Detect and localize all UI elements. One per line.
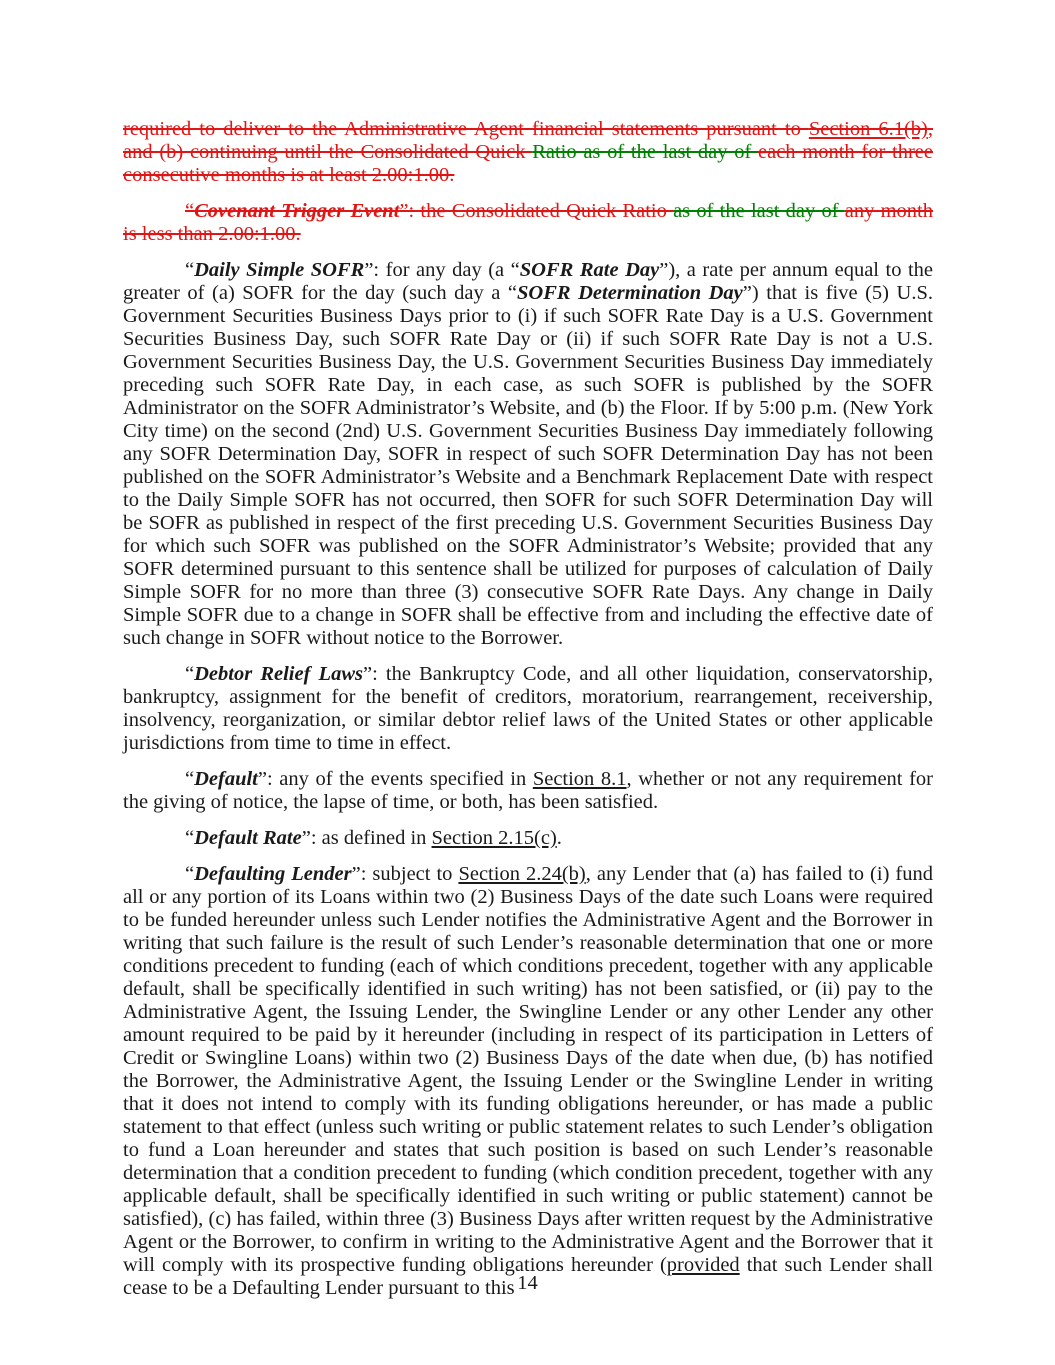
- document-body: [123, 118, 933, 1313]
- text-run: ”), a rate per annum equal to the greater of (a) SOFR for the day (such day a “: [123, 259, 933, 304]
- text-run: “: [185, 200, 195, 222]
- text-run: “: [185, 863, 195, 885]
- text-run: , whether or not any requirement for the giving of notice, the lapse of time, or both, has been satisfied.: [123, 768, 933, 813]
- text-run: provided: [666, 1254, 740, 1276]
- text-run: Covenant Trigger Event: [194, 200, 400, 222]
- debtor-relief-laws-definition: [123, 663, 933, 755]
- text-run: Default Rate: [194, 827, 302, 849]
- text-run: , any Lender that (a) has failed to (i) fund all or any portion of its Loans within two (2) Business Days of the date such Loans were required to be funded hereunder unless such Lender notifies the Administrative Agent and the Borrower in writing that such failure is the result of such Lender’s reasonable determination that one or more conditions precedent to funding (each of which conditions precedent, together with any applicable default, shall be specifically identified in such writing) has not been satisfied, or (ii) pay to the Administrative Agent, the Issuing Lender, the Swingline Lender or any other Lender any other amount required to be paid by it hereunder (including in respect of its participation in Letters of Credit or Swingline Loans) within two (2) Business Days of the date when due, (b) has notified the Borrower, the Administrative Agent, the Issuing Lender or the Swingline Lender in writing that it does not intend to comply with its funding obligations hereunder, or has made a public statement to that effect (unless such writing or public statement relates to such Lender’s obligation to fund a Loan hereunder and states that such position is based on such Lender’s reasonable determination that a condition precedent to funding (which condition precedent, together with any applicable default, shall be specifically identified in such writing or public statement) cannot be satisfied), (c) has failed, within three (3) Business Days after written request by the Administrative Agent or the Borrower, to confirm in writing to the Administrative Agent and the Borrower that it will comply with its prospective funding obligations hereunder (: [123, 863, 933, 1276]
- page-number: 14: [517, 1272, 538, 1294]
- deleted-clause-continuation: [123, 118, 933, 187]
- text-run: “: [185, 827, 195, 849]
- text-run: Defaulting Lender: [194, 863, 352, 885]
- text-run: Default: [194, 768, 258, 790]
- defaulting-lender-definition: [123, 863, 933, 1300]
- text-run: ”) that is five (5) U.S. Government Securities Business Days prior to (i) if such SOFR Rate Day is a U.S. Government Securities Business Day, such SOFR Rate Day or (ii) if such SOFR Rate Day is not a U.S. Government Securities Business Day, the U.S. Government Securities Business Day immediately preceding such SOFR Rate Day, in each case, as such SOFR is published by the SOFR Administrator on the SOFR Administrator’s Website, and (b) the Floor. If by 5:00 p.m. (New York City time) on the second (2nd) U.S. Government Securities Business Day immediately following any SOFR Determination Day, SOFR in respect of such SOFR Determination Day has not been published on the SOFR Administrator’s Website and a Benchmark Replacement Date with respect to the Daily Simple SOFR has not occurred, then SOFR for such SOFR Determination Day will be SOFR as published in respect of the first preceding U.S. Government Securities Business Day for which such SOFR was published on the SOFR Administrator’s Website; provided that any SOFR determined pursuant to this sentence shall be utilized for purposes of calculation of Daily Simple SOFR for no more than three (3) consecutive SOFR Rate Days. Any change in Daily Simple SOFR due to a change in SOFR shall be effective from and including the effective date of such change in SOFR without notice to the Borrower.: [123, 282, 933, 649]
- text-run: Section 6.1(b): [808, 118, 928, 140]
- text-run: required to deliver to the Administrative Agent financial statements pursuant to: [123, 118, 809, 140]
- text-run: ”: the Bankruptcy Code, and all other liquidation, conservatorship, bankruptcy, assignment for the benefit of creditors, moratorium, rearrangement, receivership, insolvency, reorganization, or similar debtor relief laws of the United States or other applicable jurisdictions from time to time in effect.: [123, 663, 933, 754]
- text-run: “: [185, 768, 195, 790]
- text-run: SOFR Determination Day: [517, 282, 743, 304]
- text-run: ”: any of the events specified in: [257, 768, 533, 790]
- daily-simple-sofr-definition: [123, 259, 933, 650]
- text-run: SOFR Rate Day: [519, 259, 660, 281]
- text-run: Section 2.15(c): [431, 827, 557, 849]
- text-run: as of the last day of: [673, 200, 845, 222]
- covenant-trigger-event-definition-deleted: [123, 200, 933, 246]
- text-run: “: [185, 259, 195, 281]
- text-run: “: [185, 663, 195, 685]
- text-run: .: [556, 827, 562, 849]
- text-run: , and (b) continuing until the Consolidated Quick: [123, 118, 933, 163]
- default-rate-definition: [123, 827, 933, 850]
- text-run: Ratio as of the last day of: [532, 141, 759, 163]
- text-run: that such Lender shall cease to be a Defaulting Lender pursuant to this: [123, 1254, 933, 1299]
- text-run: each month for three consecutive months is at least 2.00:1.00.: [123, 141, 933, 186]
- text-run: ”: as defined in: [301, 827, 432, 849]
- text-run: ”: subject to: [351, 863, 459, 885]
- text-run: any month is less than 2.00:1.00.: [123, 200, 933, 245]
- text-run: ”: the Consolidated Quick Ratio: [399, 200, 674, 222]
- text-run: Section 2.24(b): [458, 863, 586, 885]
- text-run: Debtor Relief Laws: [194, 663, 363, 685]
- text-run: Section 8.1: [532, 768, 627, 790]
- text-run: ”: for any day (a “: [364, 259, 520, 281]
- text-run: Daily Simple SOFR: [194, 259, 365, 281]
- default-definition: [123, 768, 933, 814]
